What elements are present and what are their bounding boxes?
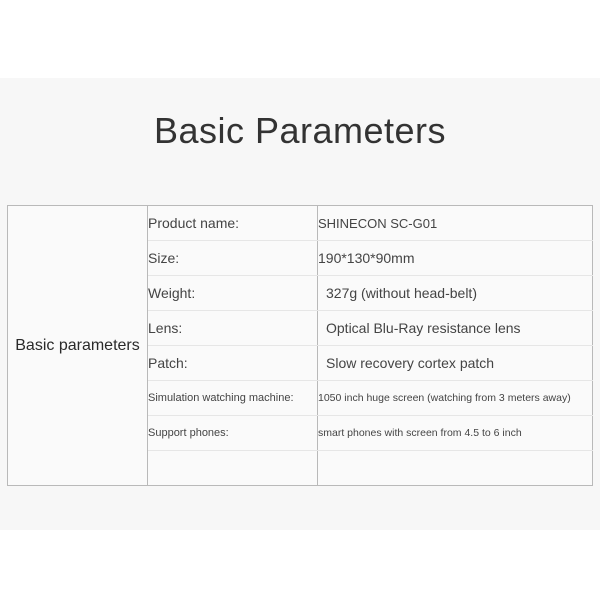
param-value: SHINECON SC-G01	[318, 206, 593, 241]
param-key: Patch:	[148, 346, 318, 381]
group-label: Basic parameters	[8, 206, 148, 486]
param-value: Slow recovery cortex patch	[318, 346, 593, 381]
param-value: Optical Blu-Ray resistance lens	[318, 311, 593, 346]
param-key: Weight:	[148, 276, 318, 311]
param-key: Product name:	[148, 206, 318, 241]
parameters-table	[7, 205, 593, 486]
param-key: Lens:	[148, 311, 318, 346]
page-title: Basic Parameters	[153, 110, 447, 151]
param-key: Simulation watching machine:	[148, 381, 318, 416]
param-value: smart phones with screen from 4.5 to 6 inch	[318, 416, 593, 451]
param-value: 327g (without head-belt)	[318, 276, 593, 311]
table-row	[8, 206, 593, 241]
param-value: 1050 inch huge screen (watching from 3 meters away)	[318, 381, 593, 416]
param-value: 190*130*90mm	[318, 241, 593, 276]
param-key: Size:	[148, 241, 318, 276]
param-key: Support phones:	[148, 416, 318, 451]
param-value	[318, 451, 593, 486]
param-key	[148, 451, 318, 486]
